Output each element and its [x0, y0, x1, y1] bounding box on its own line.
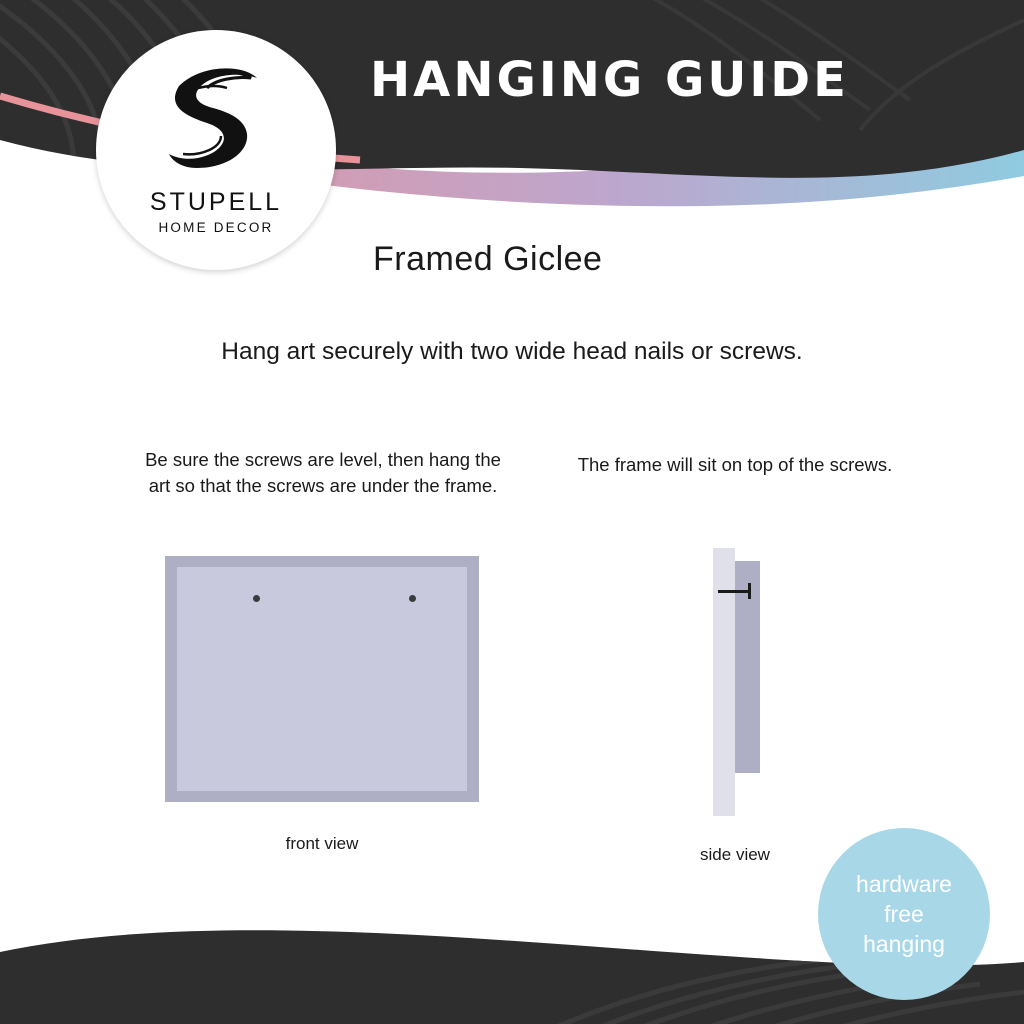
brand-name: STUPELL [149, 188, 283, 216]
product-type-label: Framed Giclee [373, 240, 603, 278]
front-view-label: front view [285, 834, 359, 853]
badge-text [856, 869, 952, 959]
front-diagram-inner-panel [177, 567, 467, 791]
badge-line-1: hardware [856, 871, 952, 897]
badge-line-2: free [884, 901, 924, 927]
framed-art-front-diagram [165, 556, 479, 802]
screw-dot-right [409, 595, 416, 602]
side-diagram-wall [713, 548, 735, 816]
badge-line-3: hanging [863, 931, 945, 957]
hardware-free-badge [818, 828, 990, 1000]
stupell-swoosh-logo-icon [161, 56, 271, 176]
brand-tagline: HOME DECOR [158, 220, 274, 235]
brand-logo-circle [96, 30, 336, 270]
side-view-label: side view [700, 845, 770, 864]
side-view-caption: The frame will sit on top of the screws. [577, 454, 893, 475]
front-view-caption: Be sure the screws are level, then hang the art so that the screws are under the frame. [145, 449, 501, 496]
side-diagram-screw-head [748, 583, 751, 599]
screw-dot-left [253, 595, 260, 602]
page-title: HANGING GUIDE [370, 52, 849, 108]
main-instruction: Hang art securely with two wide head nails or screws. [221, 338, 803, 365]
side-diagram-screw [718, 590, 750, 593]
